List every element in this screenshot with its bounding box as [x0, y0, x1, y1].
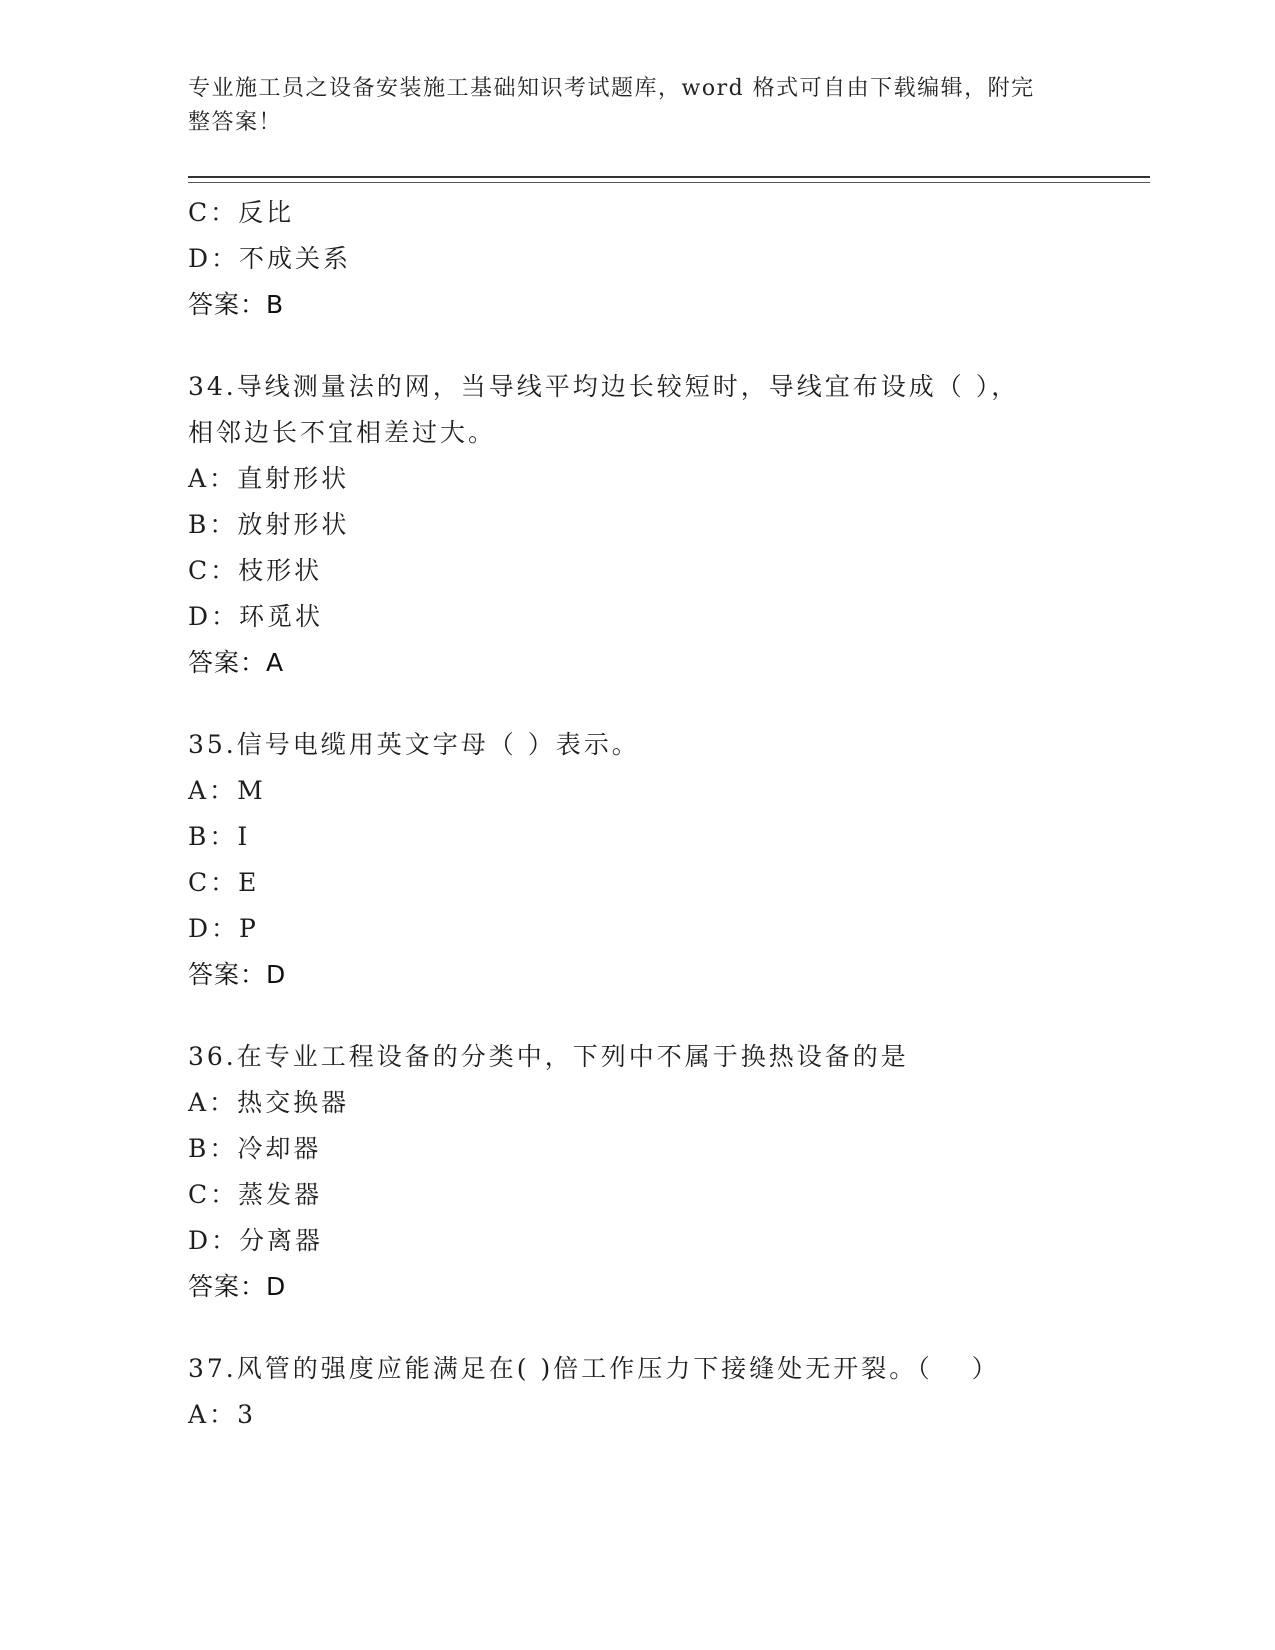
option-label: C： [188, 556, 239, 585]
question-stem [188, 1034, 1088, 1080]
option-line [188, 548, 1088, 594]
option-line [188, 1172, 1088, 1218]
question-stem-text: 导线测量法的网，当导线平均边长较短时，导线宜布设成（ ）， [236, 372, 1020, 401]
question-stem [188, 722, 1088, 768]
option-text: E [238, 868, 260, 897]
answer-line: 答案：A [188, 648, 285, 677]
option-line [188, 1080, 1088, 1126]
option-label: A： [188, 1400, 238, 1429]
header-divider-thin [188, 182, 1150, 183]
option-label: C： [188, 1180, 239, 1209]
option-text: M [237, 776, 266, 805]
question-content [188, 190, 1088, 1438]
option-text: I [237, 822, 251, 851]
option-label: D： [188, 914, 240, 943]
question-37 [188, 1346, 1088, 1438]
option-line [188, 236, 1088, 282]
option-line [188, 860, 1088, 906]
document-header [188, 72, 1068, 140]
option-text: 直射形状 [237, 464, 350, 493]
answer-line: 答案：D [188, 1272, 287, 1301]
option-label: B： [188, 510, 238, 539]
question-number: 34. [188, 372, 237, 401]
option-line [188, 906, 1088, 952]
question-stem [188, 364, 1088, 410]
question-number: 37. [188, 1354, 237, 1383]
question-stem-text: 信号电缆用英文字母（ ）表示。 [236, 730, 640, 759]
option-text: 蒸发器 [238, 1180, 323, 1209]
header-line-2: 整答案！ [188, 110, 283, 135]
header-line-1: 专业施工员之设备安装施工基础知识考试题库，word 格式可自由下载编辑，附完 [188, 76, 1035, 101]
question-number: 36. [188, 1042, 237, 1071]
question-stem-text: 在专业工程设备的分类中，下列中不属于换热设备的是 [236, 1042, 909, 1071]
option-text: 不成关系 [239, 244, 352, 273]
option-label: B： [188, 1134, 238, 1163]
option-text: P [239, 914, 259, 943]
question-35 [188, 722, 1088, 998]
option-label: D： [188, 1226, 240, 1255]
option-line [188, 456, 1088, 502]
option-line [188, 190, 1088, 236]
option-label: A： [188, 464, 238, 493]
option-label: B： [188, 822, 238, 851]
option-label: C： [188, 868, 239, 897]
question-stem [188, 1346, 1088, 1392]
option-line [188, 594, 1088, 640]
option-line [188, 1392, 1088, 1438]
option-text: 3 [237, 1400, 256, 1429]
option-text: 冷却器 [237, 1134, 322, 1163]
option-label: D： [188, 602, 240, 631]
option-text: 反比 [238, 198, 295, 227]
question-number: 35. [188, 730, 237, 759]
option-line [188, 768, 1088, 814]
header-divider-thick [188, 176, 1150, 178]
option-text: 环觅状 [239, 602, 324, 631]
option-line [188, 1126, 1088, 1172]
option-line [188, 814, 1088, 860]
question-stem-text: 风管的强度应能满足在( )倍工作压力下接缝处无开裂。（ ） [236, 1354, 1000, 1383]
option-label: A： [188, 776, 238, 805]
option-text: 枝形状 [238, 556, 323, 585]
option-text: 热交换器 [237, 1088, 350, 1117]
option-text: 放射形状 [237, 510, 350, 539]
option-text: 分离器 [239, 1226, 324, 1255]
question-36 [188, 1034, 1088, 1310]
option-line [188, 502, 1088, 548]
question-stem-continuation: 相邻边长不宜相差过大。 [188, 418, 497, 447]
option-label: A： [188, 1088, 238, 1117]
option-label: C： [188, 198, 239, 227]
answer-line: 答案：B [188, 290, 285, 319]
option-label: D： [188, 244, 240, 273]
answer-line: 答案：D [188, 960, 287, 989]
option-line [188, 1218, 1088, 1264]
carryover-block [188, 190, 1088, 328]
question-34 [188, 364, 1088, 686]
